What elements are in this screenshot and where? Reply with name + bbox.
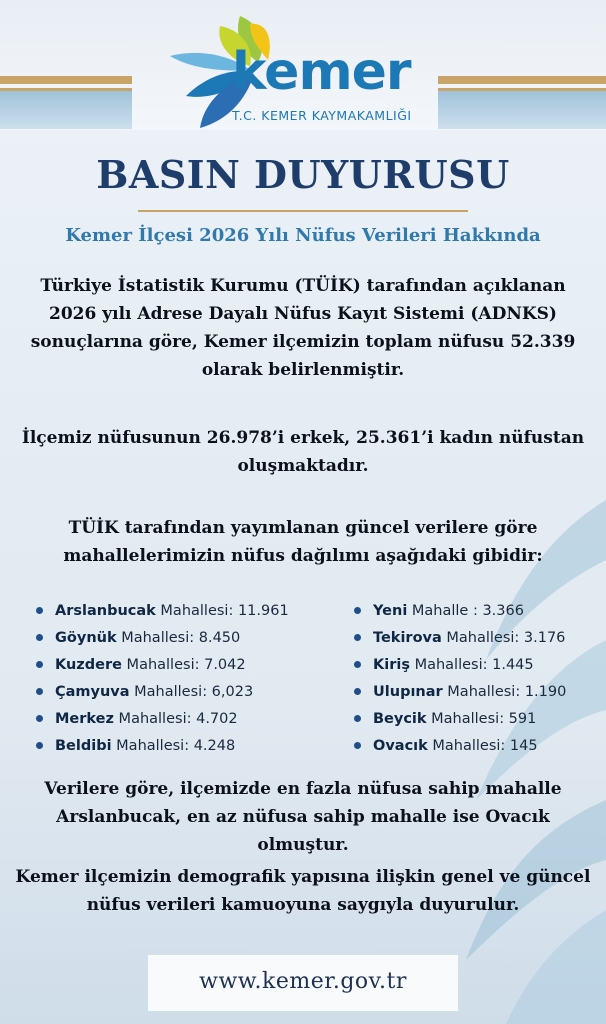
sea-strip-left: [0, 91, 132, 129]
list-item: Yeni Mahalle : 3.366: [354, 598, 566, 625]
paragraph-closing: Kemer ilçemizin demografik yapısına ilişkin genel ve güncel nüfus verileri kamuoyuna saygıyla duyurulur.: [15, 867, 591, 915]
bullet-icon: [354, 742, 361, 749]
neighborhood-list-left: [36, 598, 289, 760]
gold-thin-stripe-right: [438, 88, 606, 91]
list-item: Beycik Mahallesi: 591: [354, 706, 566, 733]
list-item: Arslanbucak Mahallesi: 11.961: [36, 598, 289, 625]
sea-strip-right: [438, 91, 606, 129]
bullet-icon: [36, 688, 43, 695]
brand-subtitle: T.C. KEMER KAYMAKAMLIĞI: [232, 108, 412, 123]
paragraph-distribution-intro: TÜİK tarafından yayımlanan güncel verilere göre mahallelerimizin nüfus dağılımı aşağıdaki gibidir:: [63, 518, 543, 566]
bullet-icon: [354, 607, 361, 614]
brand-wordmark: kemer: [232, 42, 411, 102]
bullet-icon: [36, 742, 43, 749]
list-item: Kiriş Mahallesi: 1.445: [354, 652, 566, 679]
neighborhood-list-right: [354, 598, 566, 760]
title-divider: [138, 210, 468, 212]
list-item: Merkez Mahallesi: 4.702: [36, 706, 289, 733]
page-subtitle: Kemer İlçesi 2026 Yılı Nüfus Verileri Hakkında: [65, 225, 541, 246]
gold-stripe-right: [438, 76, 606, 84]
paragraph-max-min: Verilere göre, ilçemizde en fazla nüfusa sahip mahalle Arslanbucak, en az nüfusa sahip mahalle ise Ovacık olmuştur.: [44, 779, 562, 855]
footer-url-link[interactable]: www.kemer.gov.tr: [199, 969, 407, 994]
bullet-icon: [354, 715, 361, 722]
bullet-icon: [354, 688, 361, 695]
paragraph-gender-split: İlçemiz nüfusunun 26.978’i erkek, 25.361’i kadın nüfustan oluşmaktadır.: [21, 428, 585, 476]
paragraph-total-population: Türkiye İstatistik Kurumu (TÜİK) tarafından açıklanan 2026 yılı Adrese Dayalı Nüfus Kayıt Sistemi (ADNKS) sonuçlarına göre, Kemer ilçemizin toplam nüfusu 52.339 olarak belirlenmiştir.: [30, 276, 576, 380]
bullet-icon: [354, 634, 361, 641]
list-item: Ulupınar Mahallesi: 1.190: [354, 679, 566, 706]
list-item: Kuzdere Mahallesi: 7.042: [36, 652, 289, 679]
list-item: Beldibi Mahallesi: 4.248: [36, 733, 289, 760]
bullet-icon: [36, 715, 43, 722]
list-item: Çamyuva Mahallesi: 6,023: [36, 679, 289, 706]
bullet-icon: [354, 661, 361, 668]
bullet-icon: [36, 634, 43, 641]
list-item: Ovacık Mahallesi: 145: [354, 733, 566, 760]
page-title: BASIN DUYURUSU: [96, 152, 510, 197]
gold-thin-stripe-left: [0, 88, 132, 91]
list-item: Tekirova Mahallesi: 3.176: [354, 625, 566, 652]
bullet-icon: [36, 661, 43, 668]
list-item: Göynük Mahallesi: 8.450: [36, 625, 289, 652]
bullet-icon: [36, 607, 43, 614]
gold-stripe-left: [0, 76, 132, 84]
